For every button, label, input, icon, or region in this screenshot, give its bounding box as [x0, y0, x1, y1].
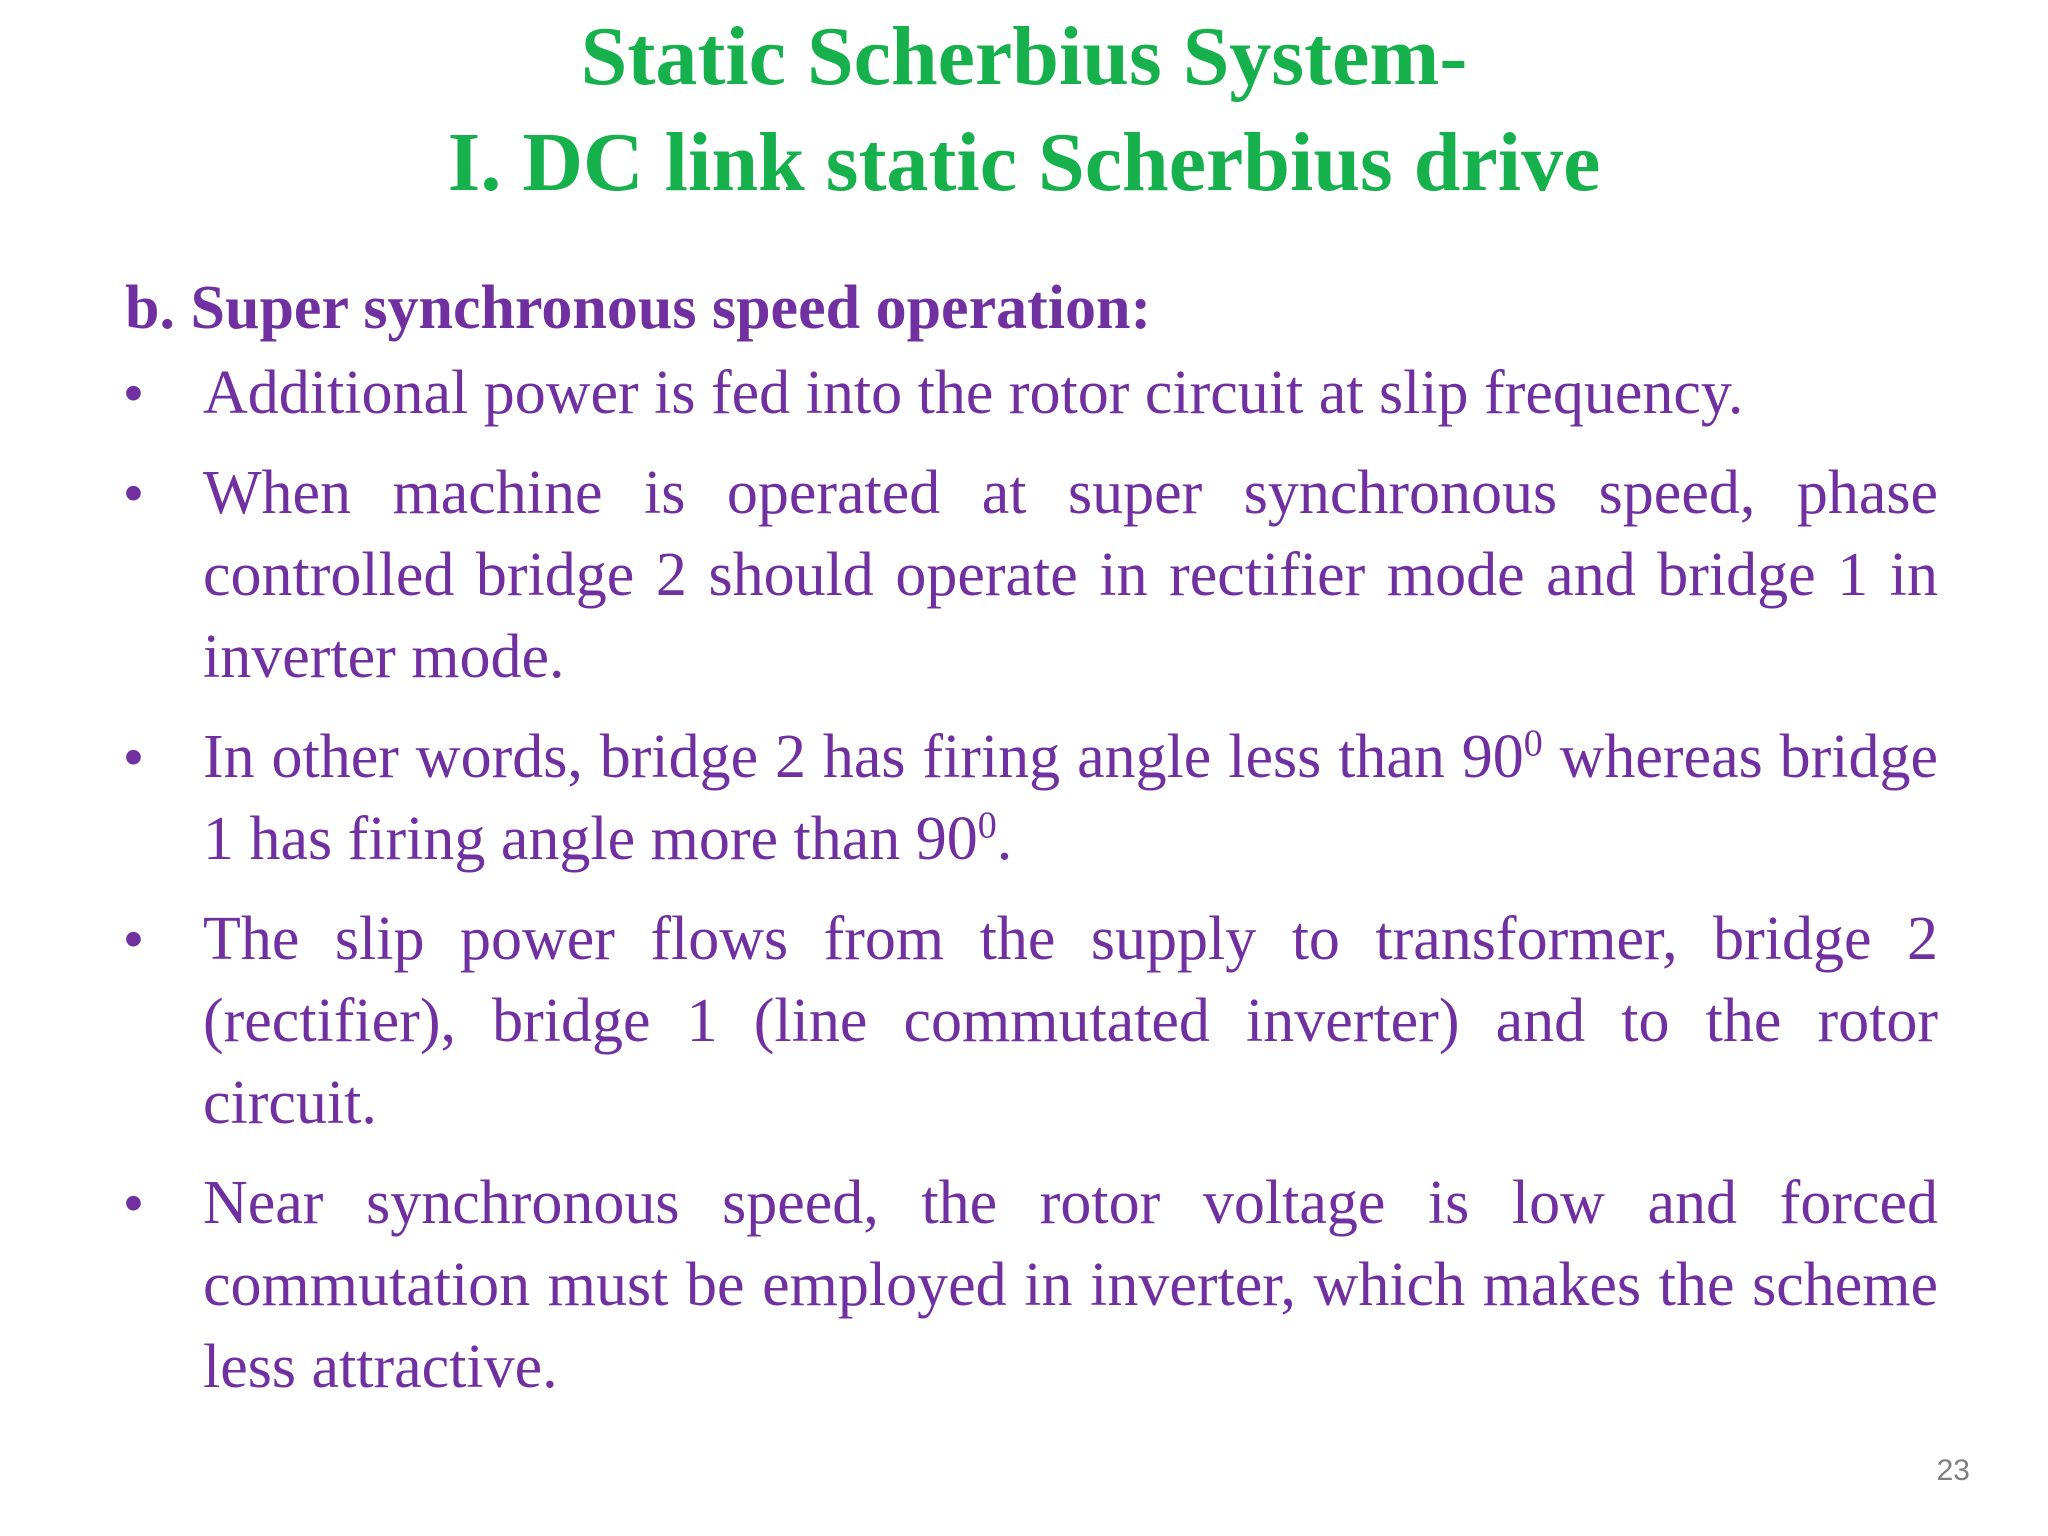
bullet-text-4: The slip power flows from the supply to transformer, bridge 2 (rectifier), bridge 1 (line commutated inverter) and to the rotor circuit. — [203, 905, 1938, 1137]
degree-superscript-2: 0 — [977, 804, 997, 847]
bullet-point-icon: • — [124, 363, 143, 423]
bullet-text-5: Near synchronous speed, the rotor voltage is low and forced commutation must be employed in inverter, which makes the scheme less attractive. — [203, 1169, 1938, 1401]
bullet-item-2 — [0, 452, 2048, 698]
title-line-2: I. DC link static Scherbius drive — [447, 116, 1601, 209]
bullet-text-3-part-2: whereas bridge 1 has firing angle more than 90 — [203, 723, 1939, 873]
bullet-point-icon: • — [124, 463, 143, 523]
bullet-item-3 — [0, 716, 2048, 880]
bullet-text-2: When machine is operated at super synchronous speed, phase controlled bridge 2 should operate in rectifier mode and bridge 1 in inverter mode. — [203, 459, 1938, 691]
bullet-point-icon: • — [124, 909, 143, 969]
bullet-item-5 — [0, 1162, 2048, 1408]
bullet-item-4 — [0, 898, 2048, 1144]
slide-title — [0, 0, 2048, 210]
bullet-point-icon: • — [124, 1173, 143, 1233]
bullet-text-1: Additional power is fed into the rotor circuit at slip frequency. — [203, 359, 1744, 427]
page-number: 23 — [1936, 1454, 1970, 1487]
bullet-list — [0, 352, 2048, 1426]
bullet-point-icon: • — [124, 727, 143, 787]
degree-superscript-1: 0 — [1523, 722, 1543, 765]
section-subheading: b. Super synchronous speed operation: — [125, 274, 1152, 342]
bullet-text-3-part-1: In other words, bridge 2 has firing angle less than 90 — [203, 723, 1524, 791]
title-line-1: Static Scherbius System- — [580, 10, 1468, 103]
bullet-text-3 — [203, 716, 1938, 880]
bullet-text-3-part-3: . — [996, 805, 1013, 873]
bullet-item-1 — [0, 352, 2048, 434]
